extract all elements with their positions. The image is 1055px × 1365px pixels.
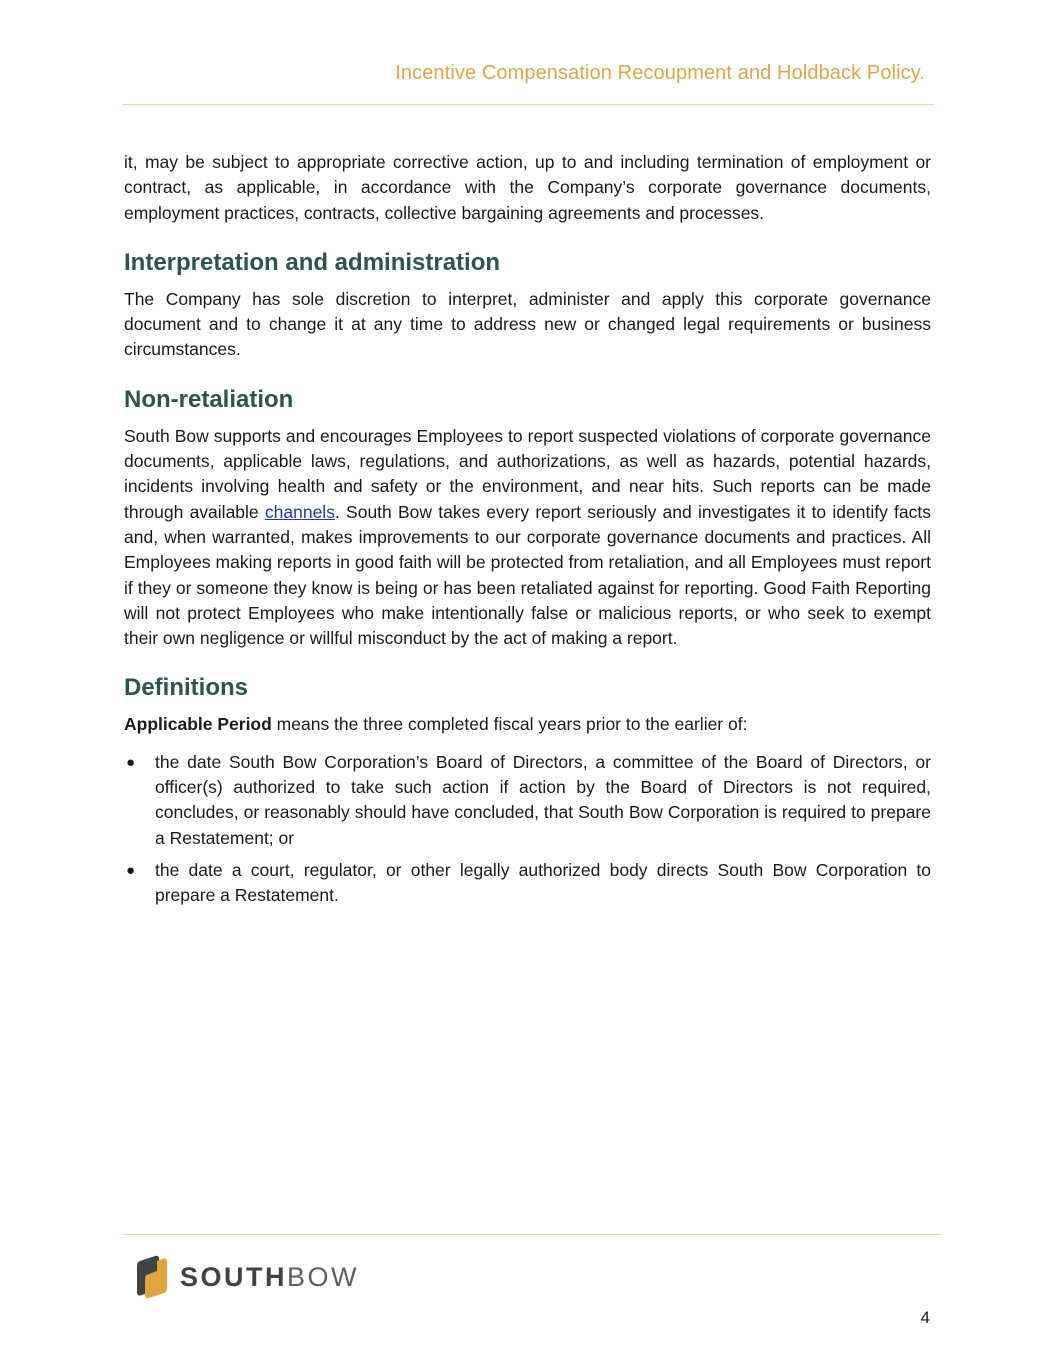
intro-paragraph: it, may be subject to appropriate corrective action, up to and including termination of employment or contract, as applicable, in accordance with the Company’s corporate governance documents, employment practices, contracts, collective bargaining agreements and processes. bbox=[124, 152, 931, 223]
logo-word-south: SOUTH bbox=[180, 1261, 287, 1292]
page-number: 4 bbox=[920, 1308, 930, 1327]
interpretation-paragraph: The Company has sole discretion to interpret, administer and apply this corporate governance document and to change it at any time to address new or changed legal requirements or business circumstances. bbox=[124, 288, 931, 360]
logo-wordmark bbox=[180, 1262, 359, 1293]
document-body bbox=[124, 150, 931, 909]
defined-term: Applicable Period bbox=[124, 714, 272, 735]
header-divider bbox=[122, 104, 935, 105]
definition-bullet-list bbox=[124, 750, 931, 909]
logo-word-bow: BOW bbox=[287, 1261, 359, 1292]
section-heading-non-retaliation: Non-retaliation bbox=[124, 385, 294, 413]
list-item bbox=[124, 750, 931, 851]
section-heading-definitions: Definitions bbox=[124, 674, 248, 702]
southbow-logo bbox=[133, 1255, 359, 1299]
definition-text: means the three completed fiscal years prior to the earlier of: bbox=[271, 714, 748, 735]
non-retaliation-text-before-link: South Bow supports and encourages Employees to report suspected violations of corporate governance documents, applicable laws, regulations, and authorizations, as well as hazards, potential hazards, incidents involving health and safety or the environment, and near hits. Such reports can be made through available bbox=[124, 425, 931, 522]
southbow-logo-mark-icon bbox=[133, 1255, 171, 1299]
document-header-title: Incentive Compensation Recoupment and Holdback Policy. bbox=[395, 62, 925, 84]
list-item-text: the date South Bow Corporation’s Board of Directors, a committee of the Board of Directors, or officer(s) authorized to take such action if action by the Board of Directors is not required, concludes, or reasonably should have concluded, that South Bow Corporation is required to prepare a Restatement; or bbox=[155, 751, 931, 848]
footer-divider bbox=[124, 1234, 941, 1235]
list-item-text: the date a court, regulator, or other legally authorized body directs South Bow Corporation to prepare a Restatement. bbox=[155, 859, 931, 906]
section-heading-interpretation: Interpretation and administration bbox=[124, 248, 501, 276]
applicable-period-definition bbox=[124, 712, 931, 737]
list-item bbox=[124, 858, 931, 909]
channels-link[interactable]: channels bbox=[264, 501, 335, 522]
non-retaliation-text-after-link: . South Bow takes every report seriously and investigates it to identify facts and, when warranted, makes improvements to our corporate governance documents and practices. All Employees making reports in good faith will be protected from retaliation, and all Employees must report if they or someone they know is being or has been retaliated against for reporting. Good Faith Reporting will not protect Employees who make intentionally false or malicious reports, or who seek to exempt their own negligence or willful misconduct by the act of making a report. bbox=[124, 501, 932, 649]
bullet-icon: ● bbox=[126, 861, 136, 879]
bullet-icon: ● bbox=[126, 753, 136, 771]
non-retaliation-paragraph bbox=[124, 424, 931, 652]
